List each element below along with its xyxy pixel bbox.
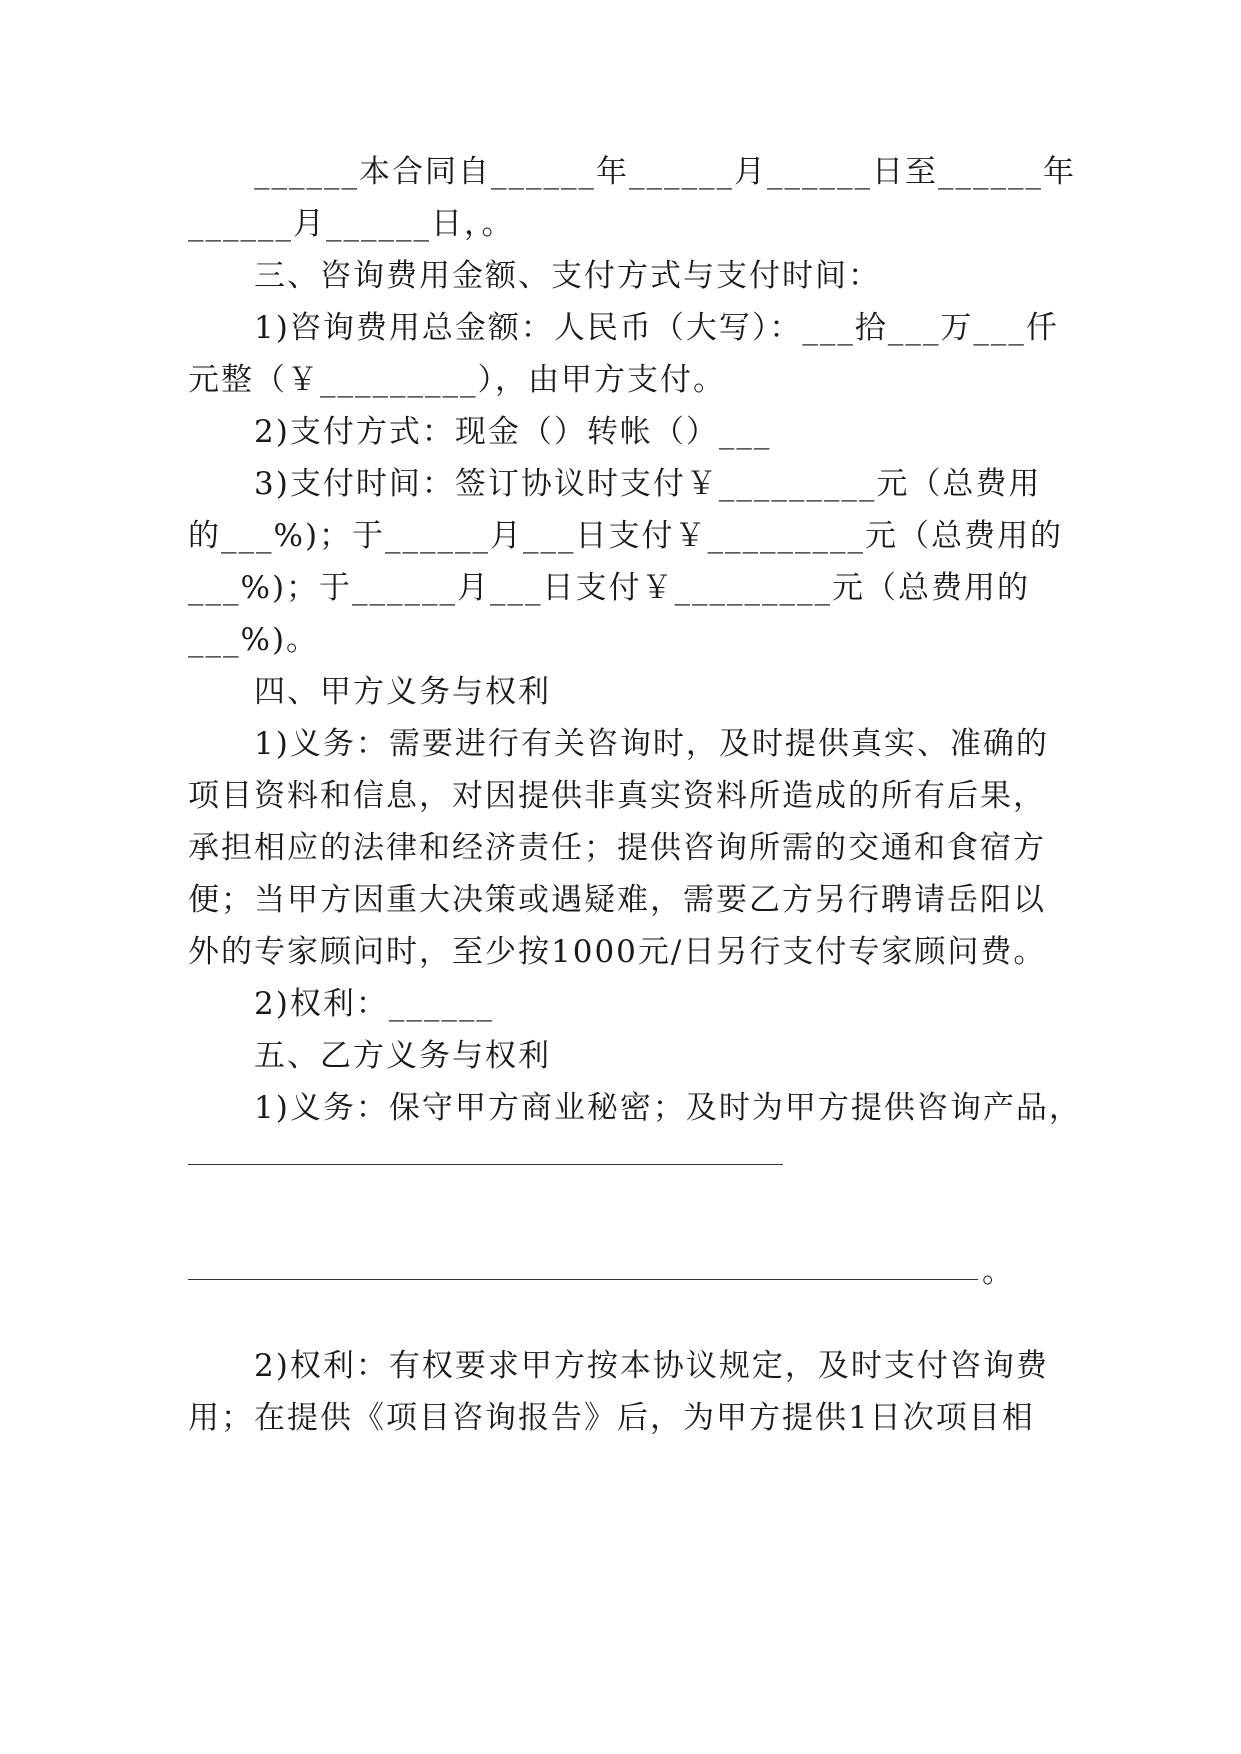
party-a-obligations-line-5: 外的专家顾问时，至少按1000元/日另行支付专家顾问费。	[188, 934, 1047, 970]
payment-time-line-4: ___%)。	[188, 622, 320, 658]
payment-time-line-3: ___%)；于______月___日支付￥_________元（总费用的	[188, 570, 1031, 606]
party-b-obligations-line-1: 1)义务：保守甲方商业秘密；及时为甲方提供咨询产品，	[254, 1090, 1082, 1126]
section-heading-fees: 三、咨询费用金额、支付方式与支付时间：	[254, 258, 881, 294]
party-b-rights-line-2: 用；在提供《项目咨询报告》后，为甲方提供1日次项目相	[188, 1400, 1035, 1436]
fee-total-line-continued: 元整（￥_________），由甲方支付。	[188, 362, 726, 398]
party-a-obligations-line-3: 承担相应的法律和经济责任；提供咨询所需的交通和食宿方	[188, 830, 1046, 866]
party-b-rights-line-1: 2)权利：有权要求甲方按本协议规定，及时支付咨询费	[254, 1348, 1049, 1384]
fee-total-line: 1)咨询费用总金额：人民币（大写）：___拾___万___仟	[254, 310, 1059, 346]
payment-time-line-2: 的___%)；于______月___日支付￥_________元（总费用的	[188, 518, 1064, 554]
party-a-obligations-line-1: 1)义务：需要进行有关咨询时，及时提供真实、准确的	[254, 726, 1049, 762]
payment-time-line: 3)支付时间：签订协议时支付￥_________元（总费用	[254, 466, 1042, 502]
section-heading-party-b: 五、乙方义务与权利	[254, 1038, 551, 1074]
blank-line-end-mark: 。	[982, 1254, 1015, 1290]
section-heading-party-a: 四、甲方义务与权利	[254, 674, 551, 710]
blank-fill-line	[188, 1164, 783, 1165]
party-a-rights-line: 2)权利：______	[254, 986, 494, 1022]
party-a-obligations-line-2: 项目资料和信息，对因提供非真实资料所造成的所有后果，	[188, 778, 1046, 814]
payment-method-line: 2)支付方式：现金（）转帐（）___	[254, 414, 772, 450]
blank-fill-line	[188, 1279, 978, 1280]
term-line: ______本合同自______年______月______日至______年	[254, 154, 1076, 190]
party-a-obligations-line-4: 便；当甲方因重大决策或遇疑难，需要乙方另行聘请岳阳以	[188, 882, 1046, 918]
term-line-continued: ______月______日，。	[188, 206, 515, 242]
